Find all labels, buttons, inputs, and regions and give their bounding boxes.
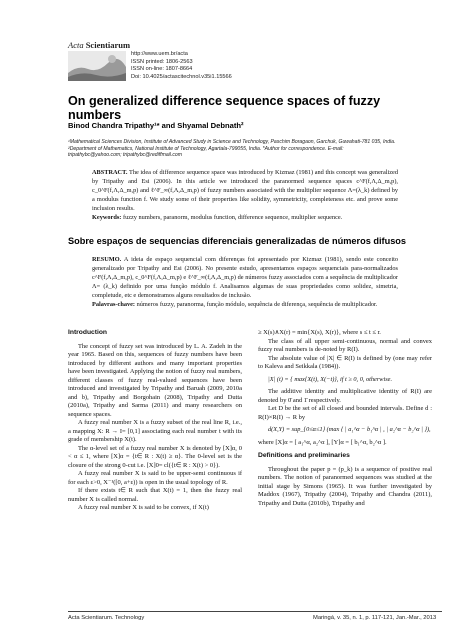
affiliation-2: ²Department of Mathematics, National Institute of Technology, Agartala-799055, India. *Author for correspondence. E-mail: — [68, 145, 344, 152]
abstract — [92, 168, 398, 223]
intro-paragraph-2: A fuzzy real number X is a fuzzy subset of the real line R, i.e., a mapping X: R → I= [0,1] associating each real number t with its grade of membership X(t). — [68, 419, 242, 443]
equation-absolute-value: |X| (t) = { max{X(t), X(−t)}, if t ≥ 0, 0, otherwise. — [268, 375, 393, 383]
intro-paragraph-1: The concept of fuzzy set was introduced by L. A. Zadeh in the year 1965. Based on this, sequences of fuzzy numbers have been introduced by different authors and many important properties have been investigated. Applying the notion of fuzzy real numbers, different classes of fuzzy real-valued sequences have been introduced and investigated by Tripathy and Baruah (2009, 2010a and b), Tripathy and Borgohain (2008), Tripathy and Dutta (2010a), Tripathy and Sarma (2011) and many researchers on sequence spaces. — [68, 342, 242, 418]
abstract-text: The idea of difference sequence space was introduced by Kizmaz (1981) and this concept was generalized by Tripathy and Esi (2006). In this article we introduced the paranormed sequence spaces c^F(f,Λ,Δ_m,p), c_0^F(f,Λ,Δ_m,p) and ℓ^F_∞(f,Λ,Δ_m,p) of fuzzy numbers associated with the multiplier sequence Λ=(λ_k) defined by a modulus function f. We study some of their properties like solidity, symmetricity, completeness etc. and prove some inclusion results. — [92, 169, 398, 213]
portuguese-title: Sobre espaços de sequencias diferenciais generalizadas de números difusos — [68, 236, 407, 246]
right-column — [258, 329, 432, 508]
introduction-heading: Introduction — [68, 329, 108, 336]
right-paragraph-3: The additive identity and multiplicative identity of R(I) are denoted by 0̄ and 1̄ respectively. — [258, 388, 432, 404]
equation-intervals: where [X]α = [ a₁^α, a₂^α ], [Y]α = [ b₁^α, b₂^α ]. — [258, 438, 387, 446]
affiliation-email: tripathybc@yahoo.com; tripathybc@rediffmail.com — [68, 152, 182, 159]
keywords-text: fuzzy numbers, paranorm, modulus function, difference sequence, multiplier sequence. — [122, 214, 343, 222]
journal-meta — [131, 51, 232, 81]
right-paragraph-2: The absolute value of |X| ∈ R(I) is defined by (one may refer to Kaleva and Seikkala (1984)). — [258, 354, 432, 370]
intro-paragraph-5: If there exists t∈ R such that X(t) = 1, then the fuzzy real number X is called normal. — [68, 487, 242, 503]
equation-metric: d(X,Y) = sup_{0≤α≤1} (max { | a₁^α − b₁^α | , | a₂^α − b₂^α | }), — [268, 426, 431, 433]
journal-logo-text — [68, 40, 130, 50]
definitions-heading: Definitions and preliminaries — [258, 452, 350, 459]
right-paragraph-5: Throughout the paper p = (p_k) is a sequence of positive real numbers. The notion of paranormed sequences was studied at the initial stage by Simons (1965). It was further investigated by Maddox (1967), Tripathy (2004), Tripathy and Chandra (2011), Tripathy and Dutta (2010b), Tripathy and — [258, 465, 432, 507]
journal-name-part1: Acta — [68, 40, 84, 50]
resumo-label: RESUMO. — [92, 256, 122, 263]
affiliations — [68, 139, 428, 159]
resumo — [92, 255, 398, 310]
right-paragraph-1: The class of all upper semi-continuous, normal and convex fuzzy real numbers is de-noted by R(I). — [258, 337, 432, 353]
journal-logo-image — [68, 51, 126, 81]
intro-paragraph-4: A fuzzy real number X is said to be upper-semi continuous if for each ε>0, X⁻¹([0, a+ε)) is open in the usual topology of R. — [68, 470, 242, 486]
right-paragraph-4: Let D be the set of all closed and bounded intervals. Define d : R(I)×R(I) → R by — [258, 405, 432, 421]
palavras-chave-label: Palavras-chave: — [92, 301, 136, 309]
palavras-chave-text: números fuzzy, paranorma, função módulo, sequência de diferença, sequência de multiplicador. — [136, 301, 378, 309]
resumo-text: A ideia de espaço sequencial com diferenças foi apresentado por Kizmaz (1981), sendo este conceito generalizado por Tripathy and Esi (2006). No presente estudo, apresentamos espaços sequenciais para-normalizados c^F(f,Λ,Δ_m,p), c_0^F(f,Λ,Δ_m,p) e ℓ^F_∞(f,Λ,Δ_m,p) de números fuzzy associados com a sequência de multiplicador Λ= (λ_k) definido por uma função módulo f. Analisamos algumas de suas propriedades como solidez, simetria, completude, etc e demonstramos alguns resultados de inclusão. — [92, 256, 399, 300]
intro-paragraph-3: The α-level set of a fuzzy real number X is denoted by [X]α, 0 < α ≤ 1, where [X]α = {t∈ R : X(t) ≥ α}. The 0-level set is the closure of the strong 0-cut i.e. [X]0= cl({t∈ R : X(t) > 0}). — [68, 444, 242, 469]
abstract-label: ABSTRACT. — [92, 169, 128, 176]
keywords-label: Keywords: — [92, 214, 122, 222]
meta-url: http://www.uem.br/acta — [131, 51, 188, 57]
meta-issn-online: ISSN on-line: 1807-8664 — [131, 66, 193, 73]
meta-issn-print: ISSN printed: 1806-2563 — [131, 58, 193, 65]
intro-paragraph-6: A fuzzy real number X is said to be convex, if X(t) — [78, 504, 209, 511]
equation-convex: ≥ X(s)∧X(r) = min{X(s), X(r)}, where s ≤ t ≤ r. — [258, 329, 381, 336]
footer-rule — [68, 611, 442, 612]
left-column — [68, 329, 242, 513]
paper-authors: Binod Chandra Tripathy¹* and Shyamal Debnath² — [68, 121, 244, 130]
journal-name-part2: Scientiarum — [85, 40, 131, 50]
meta-doi: Doi: 10.4025/actascitechnol.v35i1.15566 — [131, 73, 232, 80]
paper-title: On generalized difference sequence spaces of fuzzy numbers — [68, 94, 381, 122]
footer-citation: Maringá, v. 35, n. 1, p. 117-121, Jan.-Mar., 2013 — [313, 615, 437, 621]
footer-journal: Acta Scientiarum. Technology — [68, 615, 145, 621]
affiliation-1: ¹Mathematical Sciences Division, Institute of Advanced Study in Science and Technology, Paschim Boragaon, Garchuk, Guwahati-781 035, India. — [68, 139, 396, 145]
